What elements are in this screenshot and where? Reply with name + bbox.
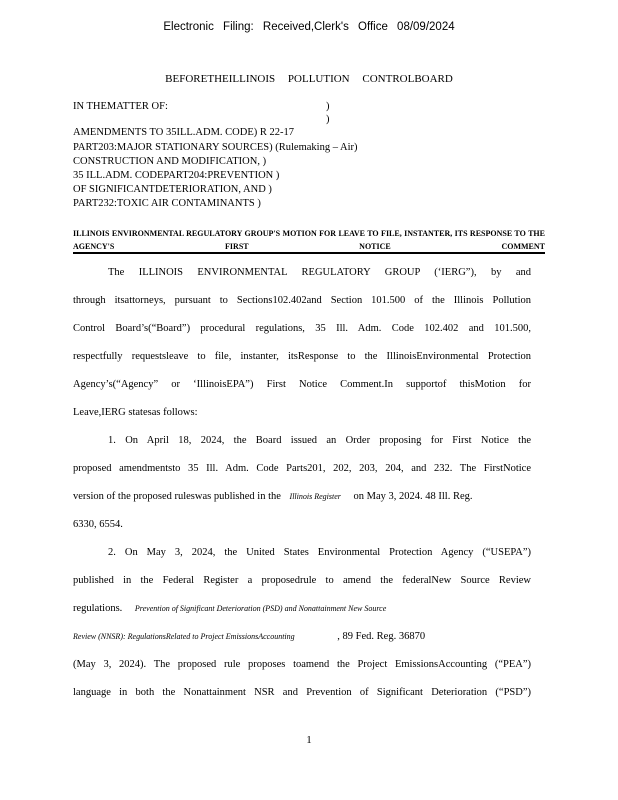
body-text: on May 3, 2024. 48 Ill. Reg. [353, 491, 473, 502]
filing-stamp: Electronic Filing: Received,Clerk's Office 08/09/2024 [163, 21, 455, 33]
caption-line: 35 ILL.ADM. CODEPART204:PREVENTION ) [73, 170, 280, 181]
in-the-matter: IN THEMATTER OF: [73, 101, 168, 112]
body-line: language in both the Nonattainment NSR and Prevention of Significant Deterioration (“PSD”) [73, 687, 531, 698]
caption-line: PART232:TOXIC AIR CONTAMINANTS ) [73, 198, 261, 209]
caption-line: OF SIGNIFICANTDETERIORATION, AND ) [73, 184, 272, 195]
body-line: proposed amendmentsto 35 Ill. Adm. Code Parts201, 202, 203, 204, and 232. The FirstNotice [73, 463, 531, 474]
caption-paren: ) [326, 101, 330, 112]
page-number: 1 [306, 734, 312, 746]
body-line: Agency’s(“Agency” or ‘IllinoisEPA”) First Notice Comment.In supportof thisMotion for [73, 379, 531, 390]
body-line: The ILLINOIS ENVIRONMENTAL REGULATORY GROUP (‘IERG”), by and [108, 267, 531, 278]
motion-title: ILLINOIS ENVIRONMENTAL REGULATORY GROUP'S MOTION FOR LEAVE TO FILE, INSTANTER, ITS RESPONSE TO THE AGENCY'S FIRST NOTICE COMMENT [73, 229, 545, 251]
caption-line: AMENDMENTS TO 35ILL.ADM. CODE) R 22-17 [73, 127, 294, 138]
caption-line: CONSTRUCTION AND MODIFICATION, ) [73, 156, 267, 167]
board-heading: BEFORETHEILLINOIS POLLUTION CONTROLBOARD [165, 73, 453, 85]
title-rule [73, 252, 545, 254]
body-line [73, 631, 531, 642]
body-line: 2. On May 3, 2024, the United States Environmental Protection Agency (“USEPA”) [108, 547, 531, 558]
body-line [73, 603, 531, 614]
body-line: Control Board’s(“Board”) procedural regulations, 35 Ill. Adm. Code 102.402 and 101.500, [73, 323, 531, 334]
body-line: through itsattorneys, pursuant to Sections102.402and Section 101.500 of the Illinois Pollution [73, 295, 531, 306]
caption-paren: ) [326, 114, 330, 125]
rule-title-citation: Review (NNSR): RegulationsRelated to Project EmissionsAccounting [73, 632, 295, 641]
body-text: regulations. [73, 603, 123, 614]
body-text: version of the proposed ruleswas published in the [73, 491, 281, 502]
body-line: respectfully requestsleave to file, instanter, itsResponse to the IllinoisEnvironmental Protection [73, 351, 531, 362]
body-line: published in the Federal Register a proposedrule to amend the federalNew Source Review [73, 575, 531, 586]
rule-title-citation: Prevention of Significant Deterioration (PSD) and Nonattainment New Source [134, 604, 387, 613]
body-line: 1. On April 18, 2024, the Board issued an Order proposing for First Notice the [108, 435, 531, 446]
body-line: Leave,IERG statesas follows: [73, 407, 198, 418]
caption-line: PART203:MAJOR STATIONARY SOURCES) (Rulemaking – Air) [73, 142, 358, 153]
body-text: , 89 Fed. Reg. 36870 [337, 631, 426, 642]
body-line: (May 3, 2024). The proposed rule proposes toamend the Project EmissionsAccounting (“PEA”) [73, 659, 531, 670]
body-line [73, 491, 531, 502]
body-line: 6330, 6554. [73, 519, 123, 530]
illinois-register-citation: Illinois Register [289, 492, 341, 501]
